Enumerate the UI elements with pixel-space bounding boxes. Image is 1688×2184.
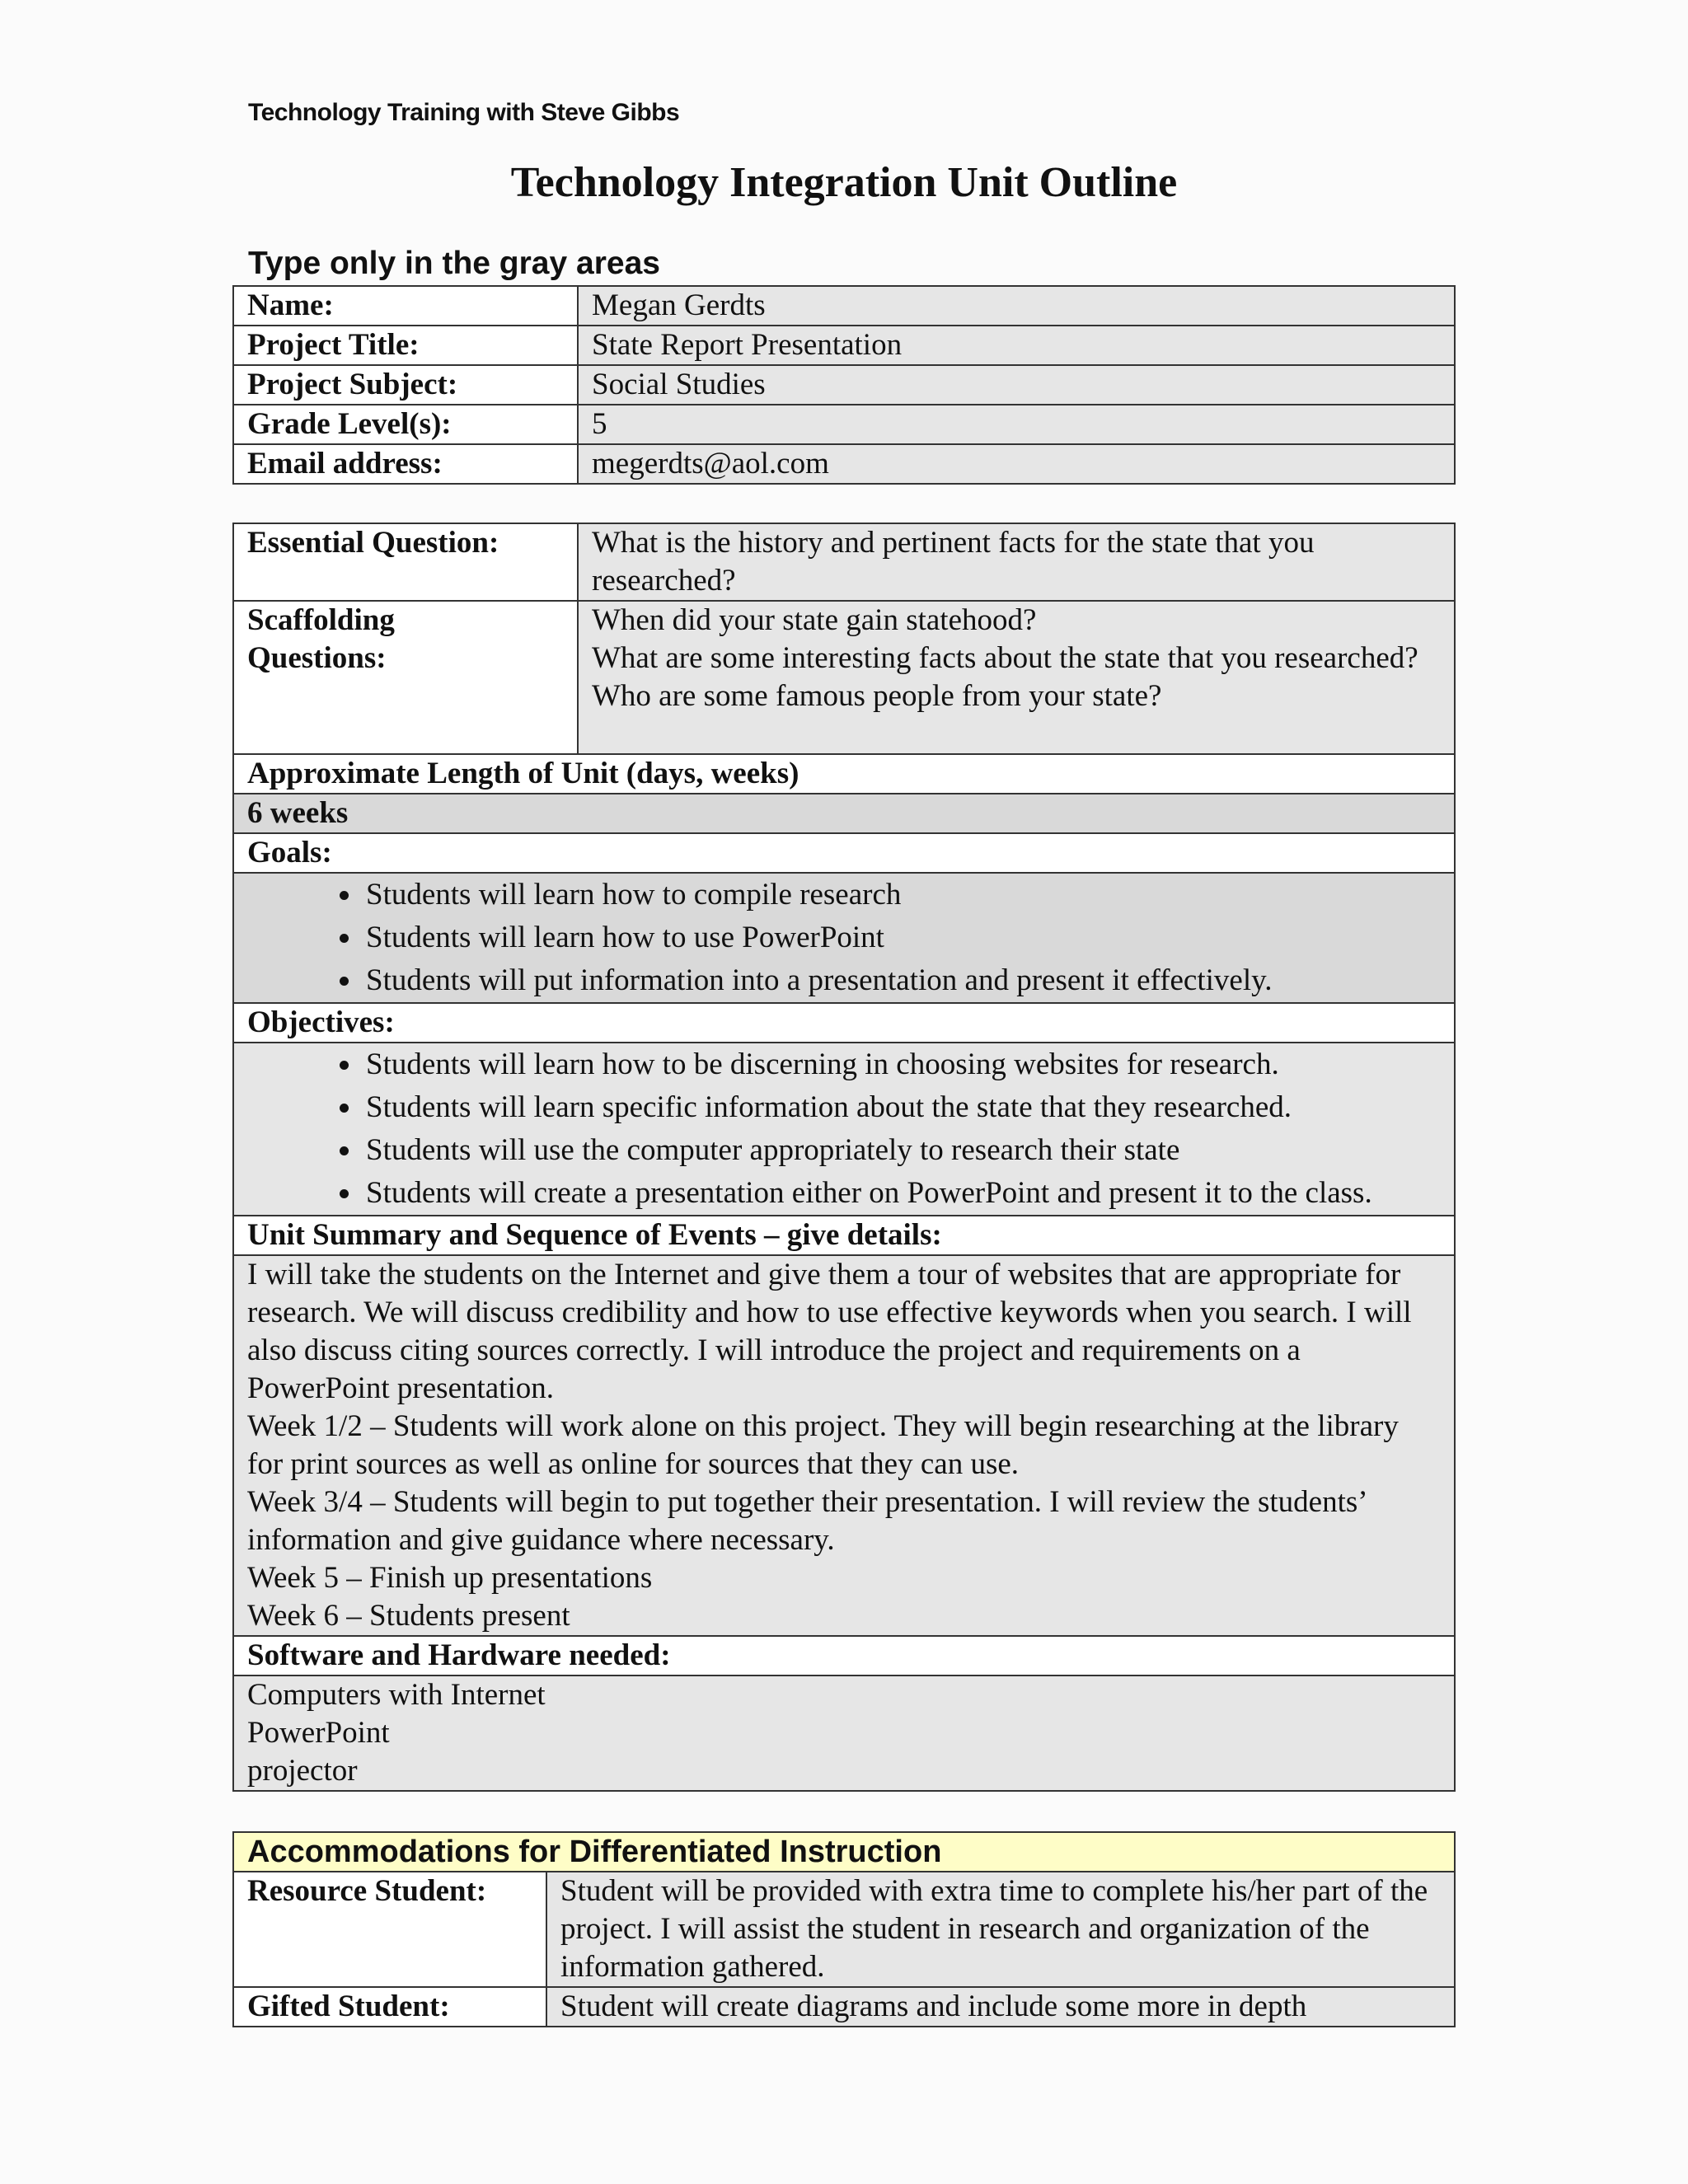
info-row-name (233, 286, 1455, 326)
resource-student-label: Resource Student: (233, 1872, 546, 1987)
info-row-project-title (233, 326, 1455, 365)
project-subject-field[interactable]: Social Studies (578, 365, 1455, 405)
scaffolding-question: Who are some famous people from your state? (592, 679, 1162, 713)
email-field[interactable]: megerdts@aol.com (578, 444, 1455, 484)
gifted-student-label: Gifted Student: (233, 1987, 546, 2027)
name-label: Name: (233, 286, 578, 326)
objectives-value-row (233, 1043, 1455, 1216)
goals-header-row (233, 833, 1455, 873)
scaffolding-row (233, 601, 1455, 754)
info-table (232, 285, 1456, 485)
summary-paragraph: Week 3/4 – Students will begin to put together their presentation. I will review the students’ information and give guidance where necessary. (247, 1485, 1366, 1557)
software-header-row (233, 1636, 1455, 1675)
objectives-label: Objectives: (233, 1003, 1455, 1043)
essential-question-field[interactable]: What is the history and pertinent facts for the state that you researched? (578, 523, 1455, 601)
goals-label: Goals: (233, 833, 1455, 873)
scaffolding-field[interactable] (578, 601, 1455, 754)
essential-question-label: Essential Question: (233, 523, 578, 601)
software-item: Computers with Internet (247, 1678, 546, 1712)
objectives-list (247, 1043, 1441, 1215)
summary-field[interactable] (233, 1255, 1455, 1636)
summary-paragraph: Week 5 – Finish up presentations (247, 1561, 653, 1595)
list-item: • Students will learn how to compile research (363, 874, 1441, 916)
resource-student-row (233, 1872, 1455, 1987)
summary-header-row (233, 1216, 1455, 1255)
document-title: Technology Integration Unit Outline (510, 159, 1178, 206)
accommodations-header-row (233, 1832, 1455, 1872)
scaffolding-label-line1: Scaffolding (247, 603, 395, 637)
summary-value-row (233, 1255, 1455, 1636)
unit-table (232, 523, 1456, 1792)
name-field[interactable]: Megan Gerdts (578, 286, 1455, 326)
info-row-project-subject (233, 365, 1455, 405)
software-label: Software and Hardware needed: (233, 1636, 1455, 1675)
accommodations-table (232, 1831, 1456, 2027)
essential-question-row (233, 523, 1455, 601)
list-item: • Students will learn specific information about the state that they researched. (363, 1086, 1441, 1129)
objectives-header-row (233, 1003, 1455, 1043)
list-item: • Students will create a presentation either on PowerPoint and present it to the class. (363, 1172, 1441, 1215)
project-title-label: Project Title: (233, 326, 578, 365)
software-field[interactable] (233, 1675, 1455, 1791)
length-header-row (233, 754, 1455, 794)
length-value-row (233, 794, 1455, 833)
goals-field[interactable] (233, 873, 1455, 1003)
list-item: • Students will learn how to use PowerPoint (363, 916, 1441, 959)
project-subject-label: Project Subject: (233, 365, 578, 405)
info-row-grade-level (233, 405, 1455, 444)
summary-label: Unit Summary and Sequence of Events – give details: (233, 1216, 1455, 1255)
summary-paragraph: Week 1/2 – Students will work alone on this project. They will begin researching at the library for print sources as well as online for sources that they can use. (247, 1409, 1399, 1481)
scaffolding-question: When did your state gain statehood? (592, 603, 1037, 637)
goals-value-row (233, 873, 1455, 1003)
gifted-student-row (233, 1987, 1455, 2027)
grade-level-field[interactable]: 5 (578, 405, 1455, 444)
objectives-field[interactable] (233, 1043, 1455, 1216)
instruction-text: Type only in the gray areas (248, 246, 660, 281)
length-field[interactable]: 6 weeks (233, 794, 1455, 833)
summary-paragraph: I will take the students on the Internet and give them a tour of websites that are appropriate for research. We will discuss credibility and how to use effective keywords when you search. I will also discuss citing sources correctly. I will introduce the project and requirements on a PowerPoint presentation. (247, 1258, 1412, 1405)
gifted-student-field[interactable]: Student will create diagrams and include some more in depth (546, 1987, 1455, 2027)
scaffolding-label (233, 601, 578, 754)
software-value-row (233, 1675, 1455, 1791)
accommodations-header: Accommodations for Differentiated Instruction (233, 1832, 1455, 1872)
info-row-email (233, 444, 1455, 484)
list-item: • Students will learn how to be discerning in choosing websites for research. (363, 1043, 1441, 1086)
length-label: Approximate Length of Unit (days, weeks) (233, 754, 1455, 794)
software-item: projector (247, 1754, 358, 1788)
grade-level-label: Grade Level(s): (233, 405, 578, 444)
scaffolding-label-line2: Questions: (247, 641, 387, 675)
goals-list (247, 874, 1441, 1002)
summary-paragraph: Week 6 – Students present (247, 1599, 570, 1633)
scaffolding-question: What are some interesting facts about the state that you researched? (592, 641, 1418, 675)
email-label: Email address: (233, 444, 578, 484)
list-item: • Students will use the computer appropriately to research their state (363, 1129, 1441, 1172)
resource-student-field[interactable]: Student will be provided with extra time to complete his/her part of the project. I will assist the student in research and organization of the information gathered. (546, 1872, 1455, 1987)
list-item: • Students will put information into a presentation and present it effectively. (363, 959, 1441, 1002)
project-title-field[interactable]: State Report Presentation (578, 326, 1455, 365)
software-item: PowerPoint (247, 1716, 390, 1750)
page-header: Technology Training with Steve Gibbs (248, 99, 680, 126)
